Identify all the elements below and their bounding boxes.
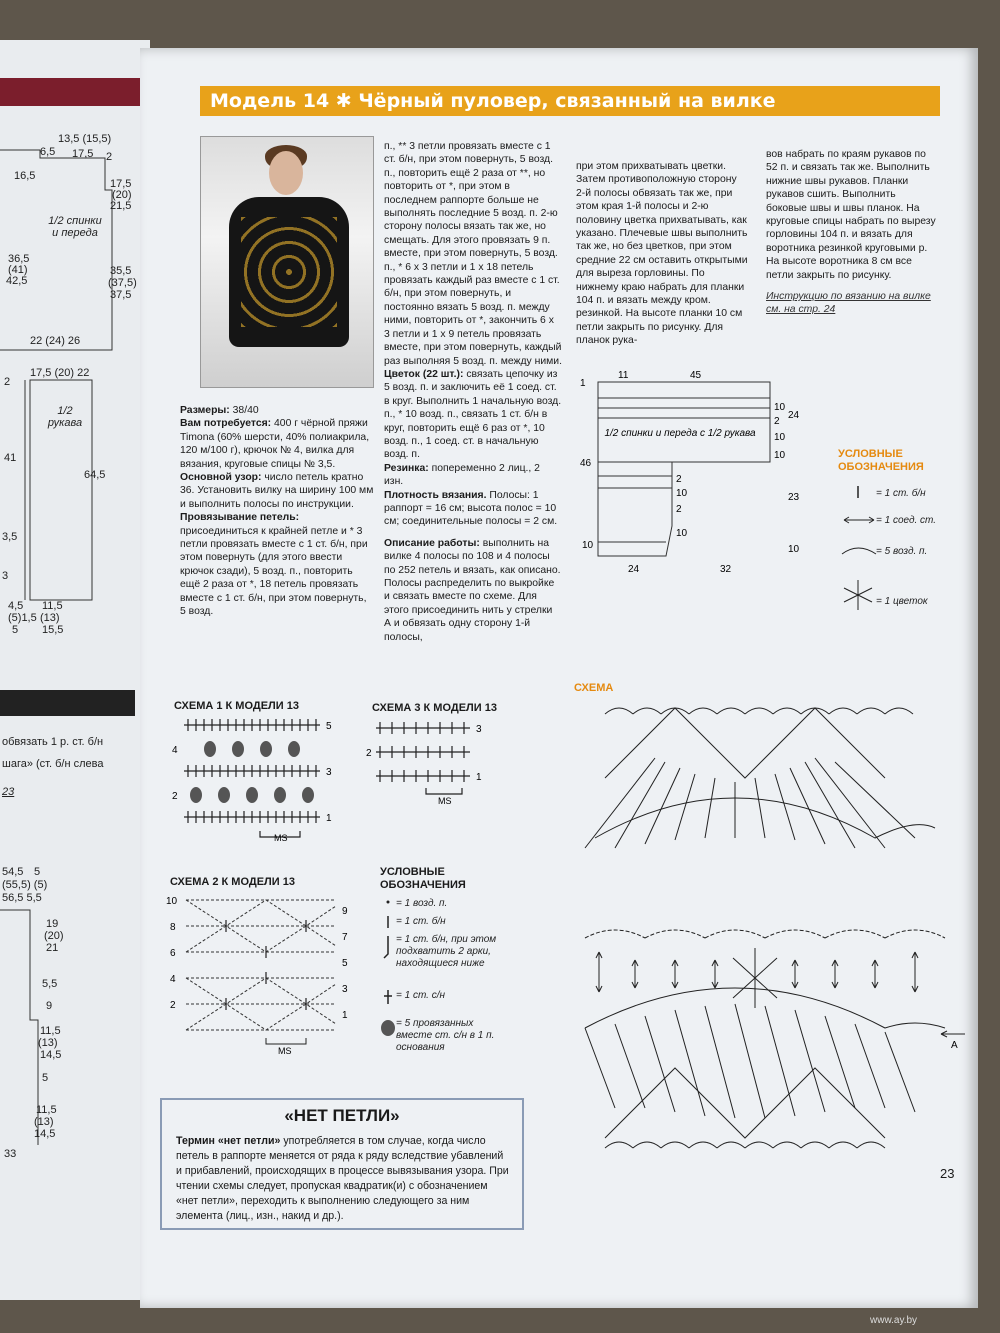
schema3-diagram [366, 716, 496, 816]
legend14-title: УСЛОВНЫЕ ОБОЗНАЧЕНИЯ [838, 448, 924, 473]
magazine-page [140, 48, 978, 1308]
dim-right: 10 [774, 402, 786, 413]
connector-arrow [872, 960, 878, 988]
cluster-symbol [204, 741, 216, 757]
left-dim: (20) [44, 930, 64, 942]
left-dim: 2 [4, 376, 11, 388]
dim-left: 10 [582, 540, 594, 551]
col2-text: п., ** 3 петли провязать вместе с 1 ст. б/н, при этом повернуть, 5 возд. п., повторить ещё 2 раза от **, но повторить от *, при этом в последнем раппорте больше не выполнять последние 5 возд. п. 2-ю сторону полосы вязать так же, но смещать. Для этого провязать 9 п. вместе, при этом повернуть, 5 возд. п., * 6 х 3 петли и 1 х 18 петель провязать каждый раз вместе с 1 ст. б/н, при этом повернуть, и постоянно вязать 5 возд. п. между ними, повторить от *, закончить 6 х 3 петли и 1 х 9 петель провязать вместе, при этом повернуть, каждый раз выполняя 5 возд. п. между ними. [384, 141, 562, 367]
photo-knit-pattern [241, 217, 337, 327]
connector-arrow [912, 952, 918, 992]
work-value: выполнить на вилке 4 полосы по 108 и 4 полосы по 252 петель и вязать, как описано. Полосы распределить по выкройке и связать вместе по схеме. Для этого присоединить нить у стрелки А и обвязать одну сторону 1-й полосы, [384, 537, 561, 643]
needs-label: Вам потребуется: [180, 418, 272, 430]
left-dim: (13) [34, 1116, 54, 1128]
page-number: 23 [940, 1166, 955, 1181]
left-dim: (20) [112, 189, 132, 201]
col3-text: при этом прихватывать цветки. Затем противоположную сторону 2-й полосы обвязать так же, при этом края 1-й полосы и 2-ю половину цветка прихватывать, как указано. Плечевые швы выполнить так же, но без цветков, при этом средние 22 см оставить открытыми для выреза горловины. По нижнему краю набрать для планки 104 п. и вязать между кром. резинкой. На высоте планки 10 см петли закрыть по рисунку. Для планок рука- [576, 161, 748, 347]
legend14-item: = 1 соед. ст. [876, 515, 937, 526]
legend14-item: = 1 цветок [876, 596, 928, 607]
schema3-row: 2 [366, 748, 372, 759]
text-column-3 [576, 160, 748, 348]
left-dim: 17,5 [110, 178, 132, 190]
left-dim: 4,5 [8, 600, 24, 612]
left-dim: (41) [8, 264, 28, 276]
left-dim: 17,5 (20) 22 [30, 367, 90, 379]
chain-symbol [387, 901, 390, 904]
cluster-symbol [288, 741, 300, 757]
loops-value: присоединиться к крайней петле и * 3 петли провязать вместе с 1 ст. б/н, при этом повернуть (для этого ввести крючок сзади), 5 возд. п., повторить ещё 2 раза от *, 18 петель провязать вместе с 1 ст. б/н, при этом повернуть, 5 возд. [180, 525, 368, 618]
left-dim: 17,5 [72, 148, 94, 160]
cluster-symbol [190, 787, 202, 803]
rib-value: попеременно 2 лиц., 2 изн. [384, 462, 540, 488]
left-dim: 2 [106, 151, 113, 163]
pattern-label: Основной узор: [180, 472, 262, 484]
dim-right: 2 [676, 504, 682, 515]
dim-right: 2 [676, 474, 682, 485]
schema3-row: 3 [476, 724, 482, 735]
legend13-title: УСЛОВНЫЕ ОБОЗНАЧЕНИЯ [380, 866, 466, 891]
cluster-symbol [274, 787, 286, 803]
connector-arrow [632, 960, 638, 988]
schema3-ms: MS [438, 796, 452, 806]
connector-arrow [832, 960, 838, 988]
cluster-symbol [381, 1020, 395, 1036]
legend14-item: = 5 возд. п. [876, 546, 928, 557]
left-dim: 19 [46, 918, 59, 930]
col4-text: вов набрать по краям рукавов по 52 п. и связать так же. Выполнить нижние швы рукавов. Планки рукавов сшить. Выполнить боковые швы и швы планок. На круговые спицы набрать по вырезу горловины 104 п. и вязать для воротника резинкой круговыми р. На высоте воротника 8 см все петли закрыть по рисунку. [766, 149, 936, 281]
left-dim: 11,5 [36, 1104, 57, 1116]
left-dim: (13) [38, 1037, 58, 1049]
dim-right: 24 [788, 410, 800, 421]
schema2-row: 9 [342, 906, 348, 917]
left-dim: 11,5 [40, 1025, 61, 1037]
dim-right: 10 [676, 488, 688, 499]
schema2-row: 1 [342, 1010, 348, 1021]
dim-top: 11 [618, 370, 629, 381]
schema1-row: 1 [326, 813, 332, 824]
left-dim: 15,5 [42, 624, 64, 636]
work-label: Описание работы: [384, 537, 480, 549]
schema1-row: 3 [326, 767, 332, 778]
no-stitch-title: «НЕТ ПЕТЛИ» [284, 1106, 400, 1125]
left-text: обвязать 1 р. ст. б/н [2, 736, 104, 748]
dim-right: 10 [676, 528, 688, 539]
left-dim: 5 [12, 624, 19, 636]
loops-label: Провязывание петель: [180, 512, 300, 524]
schema2-row: 3 [342, 984, 348, 995]
left-dim: 42,5 [6, 275, 28, 287]
scheme-label: СХЕМА [574, 682, 614, 694]
left-dim: 22 (24) 26 [30, 335, 81, 347]
text-column-2 [384, 140, 562, 644]
dim-left: 46 [580, 458, 592, 469]
schema2-row: 5 [342, 958, 348, 969]
sc-two-arches-symbol [384, 936, 388, 958]
legend14-symbols [840, 480, 880, 620]
sizes-value: 38/40 [232, 405, 259, 416]
left-dim: 13,5 (15,5) [58, 133, 112, 145]
cluster-symbol [246, 787, 258, 803]
connector-arrow [712, 960, 718, 988]
schema2-row: 8 [170, 922, 176, 933]
legend13-item: = 1 ст. с/н [396, 990, 446, 1001]
legend14-item: = 1 ст. б/н [876, 488, 926, 499]
left-dim: 3 [2, 570, 9, 582]
sizes-label: Размеры: [180, 405, 230, 416]
left-dim: (37,5) [108, 277, 137, 289]
left-dim: 11,5 [42, 600, 63, 612]
dim-right: 10 [788, 544, 800, 555]
left-dim: 37,5 [110, 289, 132, 301]
rib-label: Резинка: [384, 462, 429, 474]
text-column-4 [766, 148, 936, 317]
legend13-item: = 5 провязанных вместе ст. с/н в 1 п. основания [396, 1018, 495, 1053]
photo-head [269, 151, 303, 195]
part-label: 1/2 рукава [47, 405, 83, 429]
model-photo [200, 136, 374, 388]
cluster-symbol [302, 787, 314, 803]
model-header [200, 86, 940, 116]
model-title: Модель 14 ✱ Чёрный пуловер, связанный на вилке [210, 90, 776, 112]
left-dim: 21 [46, 942, 59, 954]
left-dim: 54,5 [2, 866, 24, 878]
arrow-label-a: A [951, 1040, 958, 1051]
connector-arrow [672, 960, 678, 988]
main-crochet-scheme [555, 698, 965, 1158]
schema2-row: 2 [170, 1000, 176, 1011]
schema3-row: 1 [476, 772, 482, 783]
left-text: шага» (ст. б/н слева [2, 758, 104, 770]
schema2-diagram [166, 890, 356, 1090]
schema2-title: СХЕМА 2 К МОДЕЛИ 13 [170, 876, 295, 888]
pattern-diagram [580, 366, 830, 576]
no-stitch-body: употребляется в том случае, когда число петель в раппорте меняется от ряда к ряду вследствие убавлений и прибавлений, происходящих в процессе вывязывания узора. При чтении схемы следует, пропуская квадратик(и) с обозначением «нет петли», переходить к выполнению следующего за ним элемента (лиц., изн., накид и др.). [176, 1135, 509, 1222]
flower-symbol [733, 948, 777, 1008]
flower-label: Цветок (22 шт.): [384, 368, 464, 380]
pattern-value: число петель кратно 36. Установить вилку на ширину 100 мм и выполнить полосы по инструкции. [180, 472, 374, 510]
schema1-ms: MS [274, 833, 288, 843]
no-stitch-term: Термин «нет петли» [176, 1135, 281, 1147]
schema3-title: СХЕМА 3 К МОДЕЛИ 13 [372, 702, 497, 714]
left-dim: 33 [4, 1148, 17, 1160]
dim-left: 1 [580, 378, 586, 389]
left-dim: 5 [42, 1072, 49, 1084]
slip-stitch-symbol [844, 517, 874, 523]
dim-right: 10 [774, 432, 786, 443]
schema2-ms: MS [278, 1046, 292, 1056]
left-dim: (55,5) (5) [2, 879, 48, 891]
legend13-item: = 1 ст. б/н [396, 916, 446, 927]
left-dim: 14,5 [34, 1128, 56, 1140]
dc-symbol [384, 990, 392, 1004]
schema1-row: 5 [326, 721, 332, 732]
left-text: 23 [2, 786, 15, 798]
legend13-item: = 1 ст. б/н, при этом подхватить 2 арки, находящиеся ниже [396, 934, 497, 969]
needs-value: 400 г чёрной пряжи Timona (60% шерсти, 40% полиакрила, 120 м/100 г), крючок № 4, вилка для вязания, круговые спицы № 3,5. [180, 418, 370, 470]
dim-top: 45 [690, 370, 702, 381]
left-page-dark-band [0, 690, 135, 716]
left-dim: 16,5 [14, 170, 36, 182]
connector-arrow [792, 960, 798, 988]
pattern-label: 1/2 спинки и переда с 1/2 рукава [604, 428, 756, 439]
left-dim: (5)1,5 [8, 612, 37, 624]
left-dim: 5 [34, 866, 41, 878]
schema1-diagram [170, 713, 350, 843]
no-stitch-text [176, 1134, 512, 1224]
left-dim: (13) [40, 612, 60, 624]
schema2-row: 7 [342, 932, 348, 943]
left-dim: 35,5 [110, 265, 132, 277]
instruction-link[interactable]: Инструкцию по вязанию на вилке см. на стр. 24 [766, 291, 931, 316]
left-dim: 56,5 5,5 [2, 892, 42, 904]
schema2-row: 10 [166, 896, 178, 907]
schema1-title: СХЕМА 1 К МОДЕЛИ 13 [174, 700, 299, 712]
left-page-pattern-bottom [0, 890, 150, 1170]
density-value: Полосы: 1 раппорт = 16 см; высота полос = 10 см; соединительные полосы = 2 см. [384, 489, 558, 528]
left-dim: 41 [4, 452, 17, 464]
left-dim: 21,5 [110, 200, 132, 212]
connector-arrow [596, 952, 602, 992]
left-dim: 9 [46, 1000, 53, 1012]
left-dim: 3,5 [2, 531, 18, 543]
schema1-row: 4 [172, 745, 178, 756]
dim-bottom: 32 [720, 564, 732, 575]
legend13-item: = 1 возд. п. [396, 898, 448, 909]
left-dim: 14,5 [40, 1049, 62, 1061]
text-column-1 [180, 404, 374, 619]
cluster-symbol [232, 741, 244, 757]
dim-right: 23 [788, 492, 800, 503]
left-dim: 36,5 [8, 253, 30, 265]
flower-symbol [844, 580, 872, 610]
cluster-symbol [260, 741, 272, 757]
flower-value: связать цепочку из 5 возд. п. и заключить её 1 соед. ст. в круг. Выполнить 1 начальную возд. п., * 10 возд. п., связать 1 ст. б/н в круг, повторить ещё 6 раз от *, 10 возд. п., 1 соед. ст. в начальную возд. п. [384, 368, 562, 461]
part-label: 1/2 спинки и переда [48, 215, 102, 239]
cluster-symbol [218, 787, 230, 803]
left-page-header-band [0, 78, 148, 106]
start-arrow [941, 1031, 965, 1037]
left-dim: 6,5 [40, 146, 56, 158]
schema2-row: 6 [170, 948, 176, 959]
no-stitch-box [160, 1098, 524, 1230]
left-dim: 5,5 [42, 978, 58, 990]
schema1-row: 2 [172, 791, 178, 802]
schema2-row: 4 [170, 974, 176, 985]
left-dim: 64,5 [84, 469, 106, 481]
dim-right: 10 [774, 450, 786, 461]
chain-arc-symbol [842, 548, 876, 554]
dim-bottom: 24 [628, 564, 640, 575]
watermark: www.ay.by [870, 1315, 918, 1326]
density-label: Плотность вязания. [384, 489, 487, 501]
dim-right: 2 [774, 416, 780, 427]
